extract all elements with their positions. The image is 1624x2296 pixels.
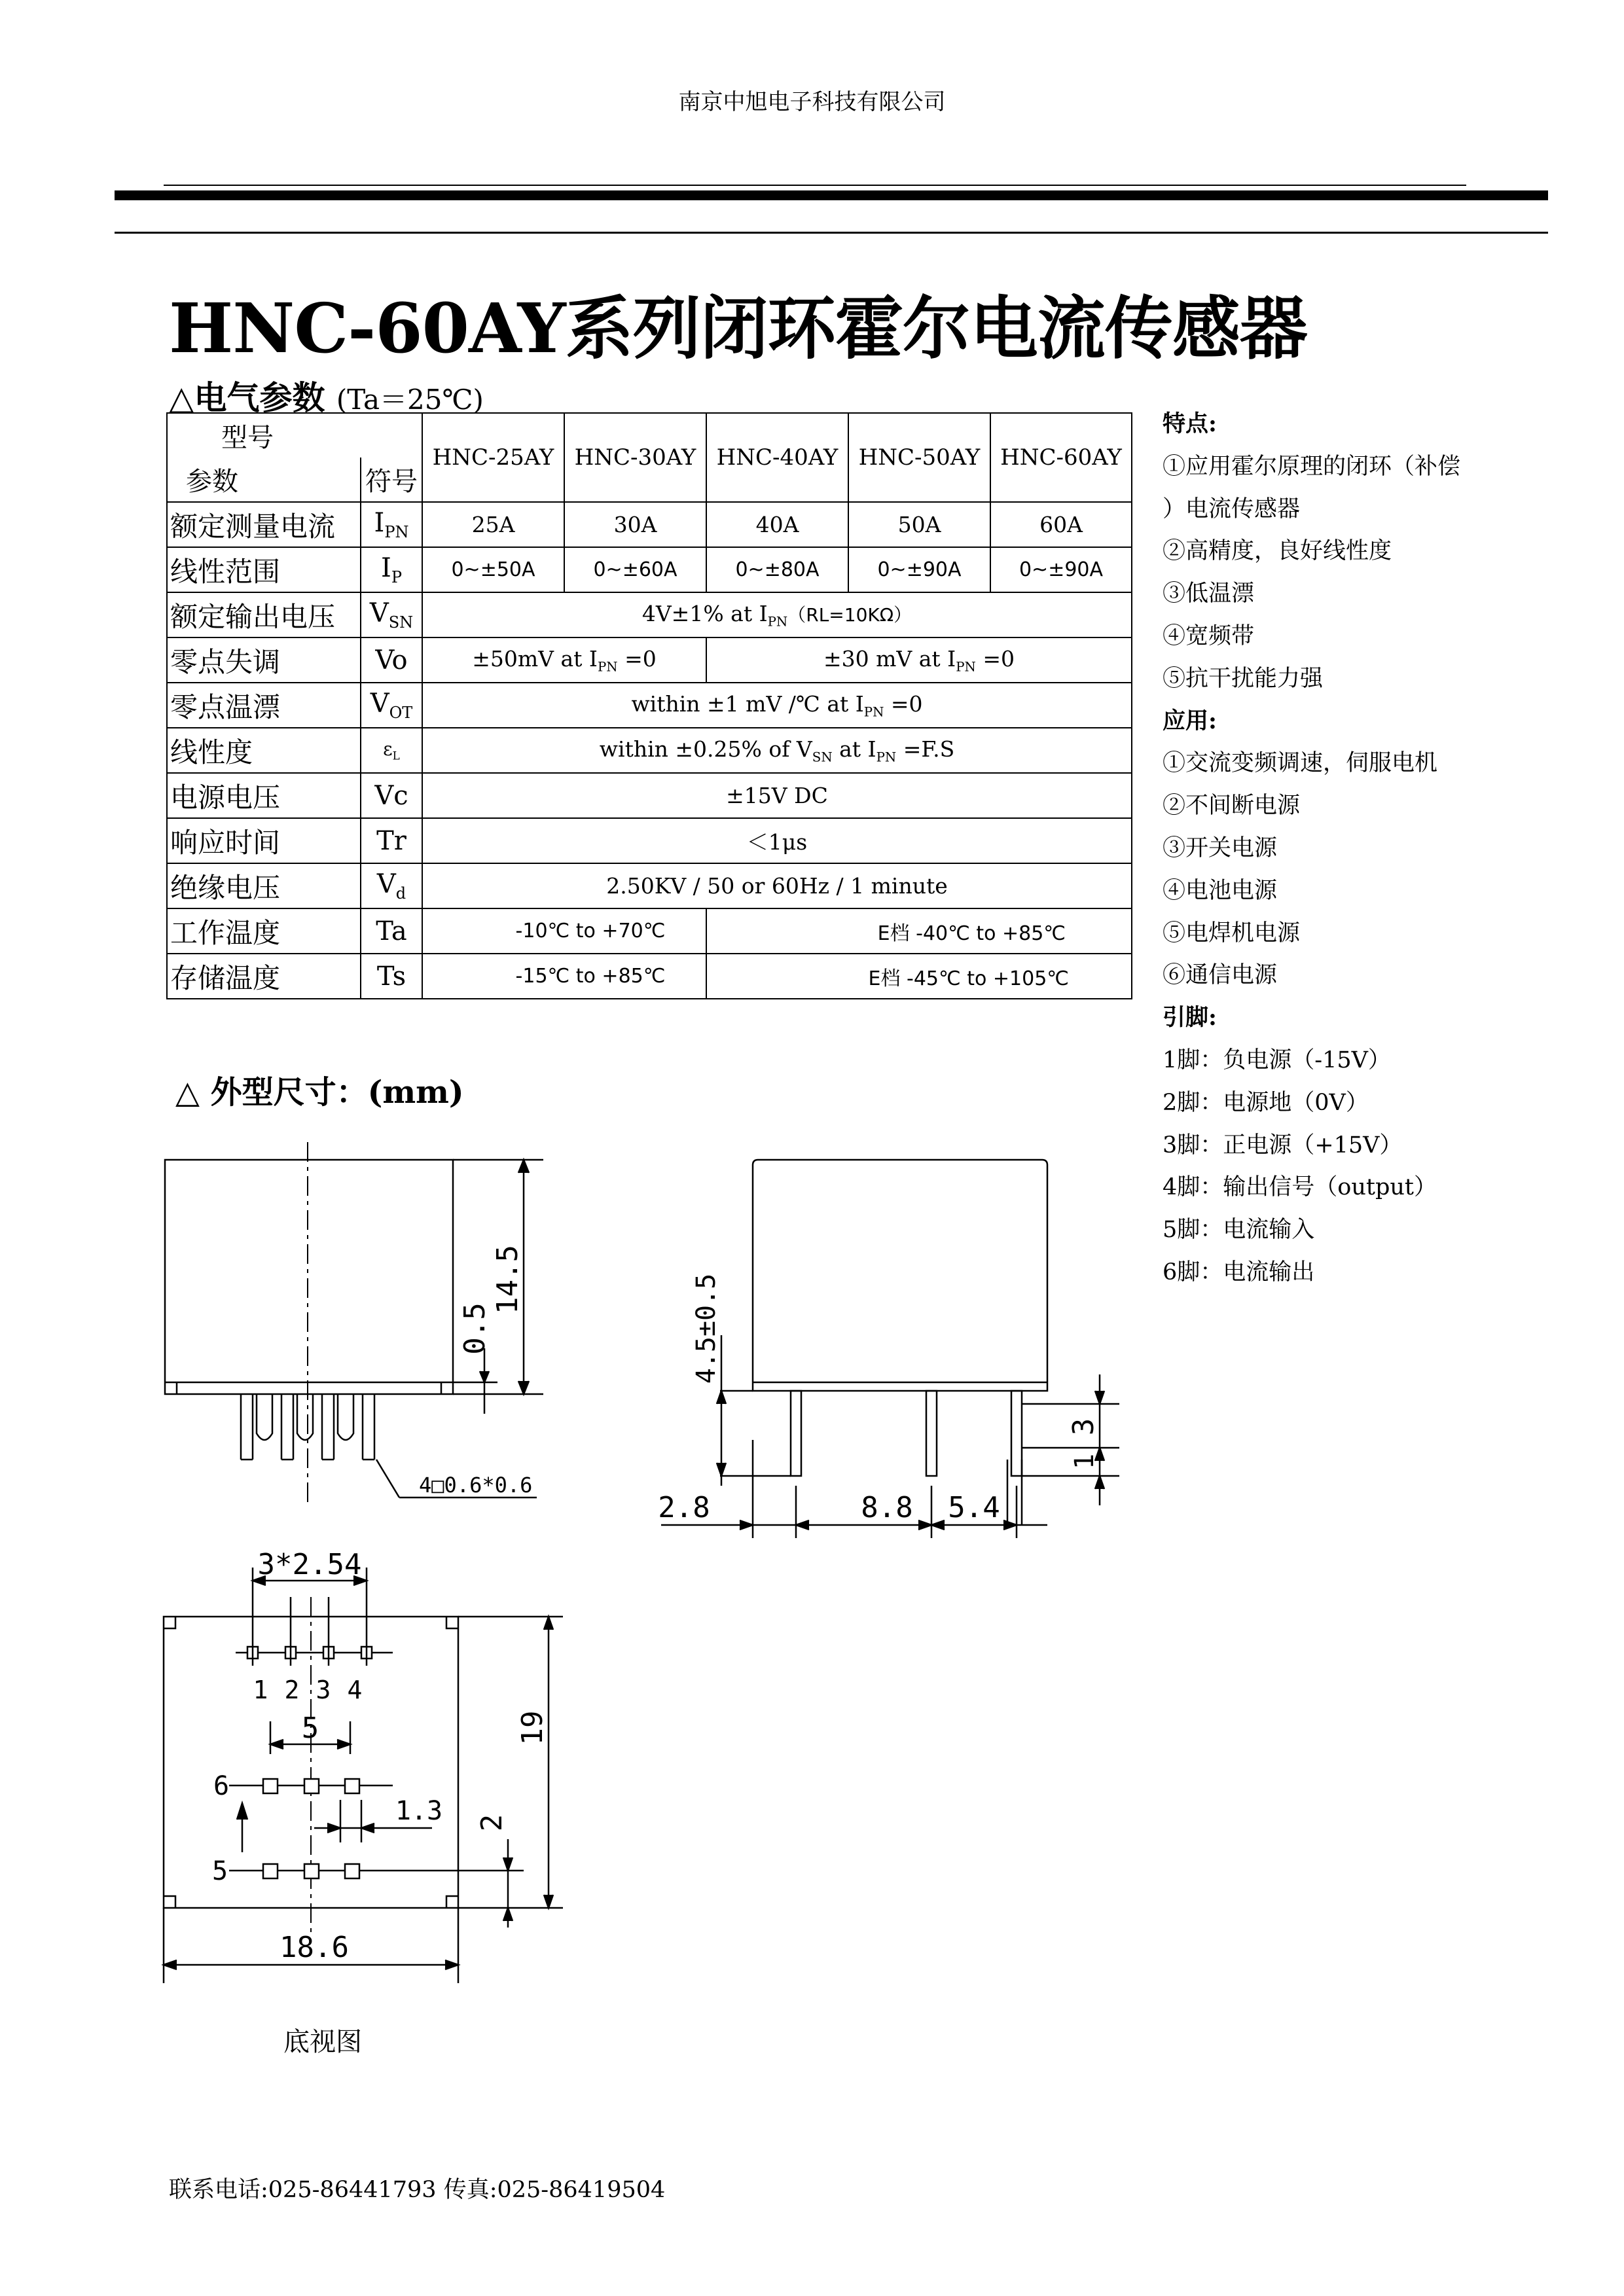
value-cell: 0~±60A bbox=[564, 547, 706, 592]
front-view bbox=[165, 1142, 543, 1505]
value-cell: within ±0.25% of $V_{SN}$ at $I_{PN} =F.S$ bbox=[422, 728, 1132, 773]
pins-heading: 引脚: bbox=[1163, 1004, 1217, 1031]
param-name: 零点温漂 bbox=[167, 683, 361, 728]
pin-leader bbox=[376, 1460, 399, 1498]
param-symbol: $V_{SN}$ bbox=[361, 592, 422, 637]
applications-heading: 应用: bbox=[1163, 707, 1217, 734]
param-name: 线性范围 bbox=[167, 547, 361, 592]
list-item: ②高精度，良好线性度 bbox=[1163, 538, 1392, 565]
list-item: 5脚：电流输入 bbox=[1163, 1217, 1315, 1244]
footer-contact: 联系电话:025-86441793 传真:025-86419504 bbox=[169, 2177, 666, 2203]
header-param-label: 参数 bbox=[167, 457, 361, 502]
list-item: ⑤抗干扰能力强 bbox=[1163, 665, 1324, 692]
front-body bbox=[165, 1160, 453, 1394]
param-symbol: $I_{PN}$ bbox=[361, 502, 422, 547]
param-name: 额定输出电压 bbox=[167, 592, 361, 637]
value-cell: 0~±50A bbox=[422, 547, 564, 592]
model-header: HNC-50AY bbox=[848, 413, 990, 502]
features-heading: 特点: bbox=[1163, 410, 1217, 437]
side-pin-length-label: 4.5±0.5 bbox=[691, 1273, 721, 1384]
pin-number: 1 bbox=[253, 1676, 268, 1704]
list-item: 3脚：正电源（+15V） bbox=[1163, 1132, 1403, 1158]
param-symbol: Vc bbox=[361, 773, 422, 818]
value-cell: 50A bbox=[848, 502, 990, 547]
value-cell: 4V±1% at $I_{PN}(RL=10K\Omega)$ bbox=[422, 592, 1132, 637]
list-item: 1脚：负电源（-15V） bbox=[1163, 1047, 1391, 1073]
bottom-w13-label: 1.3 bbox=[395, 1796, 443, 1826]
bottom-view bbox=[164, 1548, 563, 1983]
side-pin bbox=[791, 1391, 801, 1476]
value-cell: 30A bbox=[564, 502, 706, 547]
param-symbol: $V_d$ bbox=[361, 863, 422, 908]
pin-6-label: 6 bbox=[213, 1771, 230, 1801]
side-body bbox=[753, 1160, 1047, 1391]
param-symbol: $V_{OT}$ bbox=[361, 683, 422, 728]
list-item: ）电流传感器 bbox=[1163, 495, 1301, 522]
header-symbol-label: 符号 bbox=[361, 457, 422, 502]
list-item: ⑤电焊机电源 bbox=[1163, 920, 1301, 946]
side-h1-label: 1 bbox=[1070, 1453, 1100, 1470]
bottom-h19-label: 19 bbox=[516, 1710, 549, 1746]
side-view bbox=[658, 1160, 1119, 1538]
model-header: HNC-40AY bbox=[706, 413, 848, 502]
param-name: 响应时间 bbox=[167, 818, 361, 863]
front-height-label: 14.5 bbox=[491, 1245, 524, 1314]
bottom-w5-label: 5 bbox=[301, 1712, 319, 1745]
header-model-label: 型号 bbox=[167, 413, 422, 457]
side-h3-label: 3 bbox=[1067, 1418, 1100, 1436]
param-name: 电源电压 bbox=[167, 773, 361, 818]
param-symbol: Ta bbox=[361, 908, 422, 954]
pin-5-label: 5 bbox=[211, 1856, 228, 1886]
value-cell: E档 -45℃ to +105℃ bbox=[706, 954, 1132, 999]
pin-number: 2 bbox=[284, 1676, 300, 1704]
value-cell: 40A bbox=[706, 502, 848, 547]
param-symbol: Vo bbox=[361, 637, 422, 683]
page-title: HNC-60AY系列闭环霍尔电流传感器 bbox=[169, 288, 1307, 368]
list-item: ⑥通信电源 bbox=[1163, 962, 1278, 989]
list-item: 2脚：电源地（0V） bbox=[1163, 1089, 1369, 1116]
value-cell: 2.50KV / 50 or 60Hz / 1 minute bbox=[422, 863, 1132, 908]
value-cell: -15℃ to +85℃ bbox=[422, 954, 706, 999]
value-cell: 25A bbox=[422, 502, 564, 547]
param-name: 零点失调 bbox=[167, 637, 361, 683]
list-item: ③开关电源 bbox=[1163, 834, 1278, 861]
list-item: ①应用霍尔原理的闭环（补偿 bbox=[1163, 453, 1461, 480]
value-cell: 0~±90A bbox=[990, 547, 1132, 592]
side-d1-label: 2.8 bbox=[658, 1491, 710, 1524]
pin-number: 3 bbox=[316, 1676, 331, 1704]
list-item: ④宽频带 bbox=[1163, 622, 1255, 649]
list-item: 4脚：输出信号（output） bbox=[1163, 1174, 1437, 1201]
param-name: 线性度 bbox=[167, 728, 361, 773]
list-item: ①交流变频调速，伺服电机 bbox=[1163, 750, 1438, 777]
side-pin bbox=[926, 1391, 937, 1476]
param-name: 额定测量电流 bbox=[167, 502, 361, 547]
model-header: HNC-60AY bbox=[990, 413, 1132, 502]
bottom-view-caption: 底视图 bbox=[283, 2027, 362, 2057]
electrical-condition: (Ta＝25℃) bbox=[336, 384, 484, 416]
value-cell: ±50mV at $I_{PN} =0$ bbox=[422, 637, 706, 683]
list-item: ③低温漂 bbox=[1163, 581, 1255, 607]
param-symbol: $I_P$ bbox=[361, 547, 422, 592]
param-symbol: $\varepsilon_L$ bbox=[361, 728, 422, 773]
bottom-w186-label: 18.6 bbox=[280, 1931, 349, 1964]
value-cell: 0~±90A bbox=[848, 547, 990, 592]
electrical-heading-text: △电气参数 bbox=[169, 378, 325, 417]
value-cell: 60A bbox=[990, 502, 1132, 547]
param-symbol: Ts bbox=[361, 954, 422, 999]
param-symbol: Tr bbox=[361, 818, 422, 863]
model-header: HNC-30AY bbox=[564, 413, 706, 502]
value-cell: 0~±80A bbox=[706, 547, 848, 592]
model-header: HNC-25AY bbox=[422, 413, 564, 502]
param-name: 绝缘电压 bbox=[167, 863, 361, 908]
value-cell: ±30 mV at $I_{PN} =0$ bbox=[706, 637, 1132, 683]
pin-size-label: 4□0.6*0.6 bbox=[419, 1473, 533, 1498]
pin-number: 4 bbox=[347, 1676, 363, 1704]
param-name: 工作温度 bbox=[167, 908, 361, 954]
side-d3-label: 5.4 bbox=[948, 1491, 1000, 1524]
company-name: 南京中旭电子科技有限公司 bbox=[678, 89, 946, 115]
side-d2-label: 8.8 bbox=[861, 1491, 913, 1524]
value-cell: ±15V DC bbox=[422, 773, 1132, 818]
param-name: 存储温度 bbox=[167, 954, 361, 999]
value-cell: -10℃ to +70℃ bbox=[422, 908, 706, 954]
list-item: ②不间断电源 bbox=[1163, 793, 1301, 819]
list-item: ④电池电源 bbox=[1163, 877, 1278, 904]
bottom-h2-label: 2 bbox=[475, 1814, 509, 1832]
value-cell: E档 -40℃ to +85℃ bbox=[706, 908, 1132, 954]
front-standoff-label: 0.5 bbox=[458, 1302, 492, 1355]
value-cell: within ±1 mV /℃ at $I_{PN} =0$ bbox=[422, 683, 1132, 728]
value-cell: ＜1μs bbox=[422, 818, 1132, 863]
dimensions-heading: △ 外型尺寸：(mm) bbox=[175, 1074, 464, 1111]
list-item: 6脚：电流输出 bbox=[1163, 1259, 1315, 1285]
bottom-pitch-label: 3*2.54 bbox=[257, 1548, 362, 1581]
side-pin bbox=[1011, 1391, 1022, 1476]
